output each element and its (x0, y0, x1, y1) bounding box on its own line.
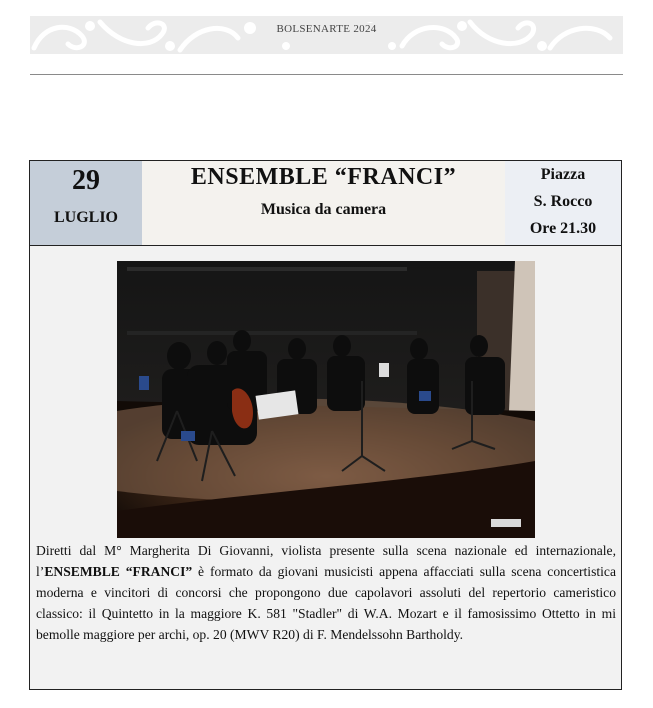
event-location (505, 161, 621, 245)
banner-title-text: BOLSENARTE 2024 (270, 23, 382, 35)
event-place-line2: S. Rocco (533, 193, 593, 210)
ensemble-photo (117, 261, 535, 538)
event-card (29, 160, 622, 690)
event-description (36, 540, 616, 645)
event-header-row (30, 161, 621, 246)
event-subtitle: Musica da camera (260, 201, 387, 218)
event-day: 29 (72, 165, 100, 196)
header-banner (30, 16, 623, 54)
header-divider (30, 74, 623, 75)
event-time: Ore 21.30 (529, 220, 597, 237)
description-ensemble-name: ENSEMBLE “FRANCI” (44, 564, 193, 579)
description-intro: Diretti dal M° Margherita Di Giovanni, violista presente sulla scena nazionale ed internazionale, l’ (36, 543, 616, 579)
event-date (30, 161, 143, 245)
event-title-cell (142, 161, 506, 245)
description-body: è formato da giovani musicisti appena affacciati sulla scena concertistica moderna e vincitori di concorsi che propongono due capolavori assoluti del repertorio cameristico classico: il Quintetto in la maggiore K. 581 "Stadler" di W.A. Mozart e il famosissimo Ottetto in mi bemolle maggiore per archi, op. 20 (MWV R20) di F. Mendelssohn Bartholdy. (36, 564, 616, 642)
event-month: LUGLIO (53, 209, 118, 226)
banner-title (30, 23, 623, 35)
ornament-pattern (30, 16, 623, 54)
event-place-line1: Piazza (540, 166, 586, 183)
event-title: ENSEMBLE “FRANCI” (190, 164, 457, 190)
